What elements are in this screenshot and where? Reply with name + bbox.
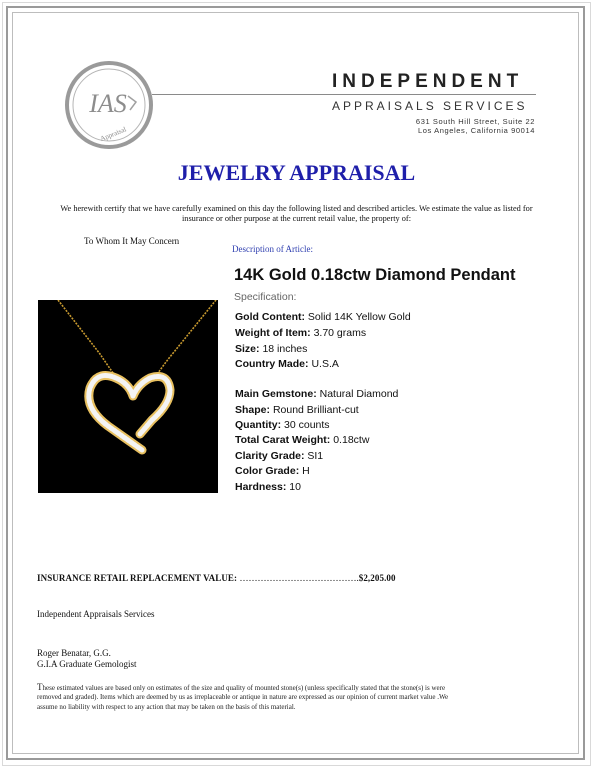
spec-label: Country Made	[235, 358, 306, 370]
spec-label: Clarity Grade	[235, 450, 301, 462]
spec-value: 30 counts	[284, 419, 330, 431]
spec-value: SI1	[307, 450, 324, 462]
spec-gold-content: Gold Content: Solid 14K Yellow Gold	[235, 311, 411, 323]
spec-label: Gold Content	[235, 311, 302, 323]
spec-value: 3.70 grams	[313, 327, 367, 339]
signer-name: Roger Benatar, G.G.	[37, 648, 111, 658]
item-title: 14K Gold 0.18ctw Diamond Pendant	[234, 266, 516, 284]
spec-clarity: Clarity Grade: SI1	[235, 450, 324, 462]
insurance-value: $2,205.00	[358, 573, 396, 583]
seal-caption: Appraisal	[99, 125, 128, 143]
insurance-value-line	[37, 573, 396, 583]
header-rule	[152, 94, 536, 95]
spec-value: Round Brilliant-cut	[272, 404, 359, 416]
description-label: Description of Article:	[232, 244, 313, 254]
disclaimer-first-letter: T	[37, 682, 43, 692]
signer-title: G.I.A Graduate Gemologist	[37, 659, 137, 669]
spec-label: Shape	[235, 404, 267, 416]
company-address-line2: Los Angeles, California 90014	[417, 126, 535, 135]
spec-value: H	[302, 465, 310, 477]
spec-label: Total Carat Weight	[235, 434, 327, 446]
spec-value: Solid 14K Yellow Gold	[307, 311, 411, 323]
recipient: To Whom It May Concern	[84, 236, 180, 246]
signature-block	[37, 648, 136, 670]
disclaimer-text: hese estimated values are based only on estimates of the size and quality of mounted stone(s) (unless specifically stated that the stone(s) is were removed and graded). Items which are deemed by us as irreplaceable or antique in nature are expressed as our opinion of current market value .We assume no liability with respect to any action that may be taken on the basis of this material.	[37, 684, 449, 711]
certification-statement: We herewith certify that we have carefully examined on this day the following listed and described articles. We estimate the value as listed for insurance or other purpose at the current retail value, the property of:	[60, 204, 533, 223]
heart-pendant-image	[38, 300, 218, 493]
company-address-line1: 631 South Hill Street, Suite 22	[415, 117, 535, 126]
insurance-dots: ………………………………….	[239, 573, 359, 583]
spec-value: 18 inches	[262, 343, 308, 355]
insurance-label: INSURANCE RETAIL REPLACEMENT VALUE:	[37, 573, 238, 583]
spec-value: 0.18ctw	[333, 434, 370, 446]
spec-color: Color Grade: H	[235, 465, 310, 477]
spec-label: Main Gemstone	[235, 388, 314, 400]
spec-value: U.S.A	[311, 358, 339, 370]
spec-country: Country Made: U.S.A	[235, 358, 339, 370]
spec-main-gemstone: Main Gemstone: Natural Diamond	[235, 388, 399, 400]
seal-monogram: IAS	[89, 89, 127, 118]
specification-label: Specification:	[234, 291, 297, 303]
company-name: INDEPENDENT	[332, 71, 524, 92]
company-subtitle: APPRAISALS SERVICES	[332, 99, 528, 113]
page-title: JEWELRY APPRAISAL	[177, 160, 416, 185]
spec-value: 10	[289, 481, 301, 493]
disclaimer	[37, 683, 467, 712]
ias-seal-icon	[64, 60, 154, 150]
spec-label: Size	[235, 343, 257, 355]
spec-label: Color Grade	[235, 465, 296, 477]
spec-value: Natural Diamond	[319, 388, 399, 400]
spec-total-carat-weight: Total Carat Weight: 0.18ctw	[235, 434, 370, 446]
spec-quantity: Quantity: 30 counts	[235, 419, 330, 431]
spec-label: Hardness	[235, 481, 283, 493]
spec-size: Size: 18 inches	[235, 343, 308, 355]
spec-label: Quantity	[235, 419, 278, 431]
footer-company: Independent Appraisals Services	[37, 609, 155, 619]
spec-shape: Shape: Round Brilliant-cut	[235, 404, 359, 416]
spec-hardness: Hardness: 10	[235, 481, 301, 493]
spec-label: Weight of Item	[235, 327, 308, 339]
spec-weight: Weight of Item: 3.70 grams	[235, 327, 367, 339]
